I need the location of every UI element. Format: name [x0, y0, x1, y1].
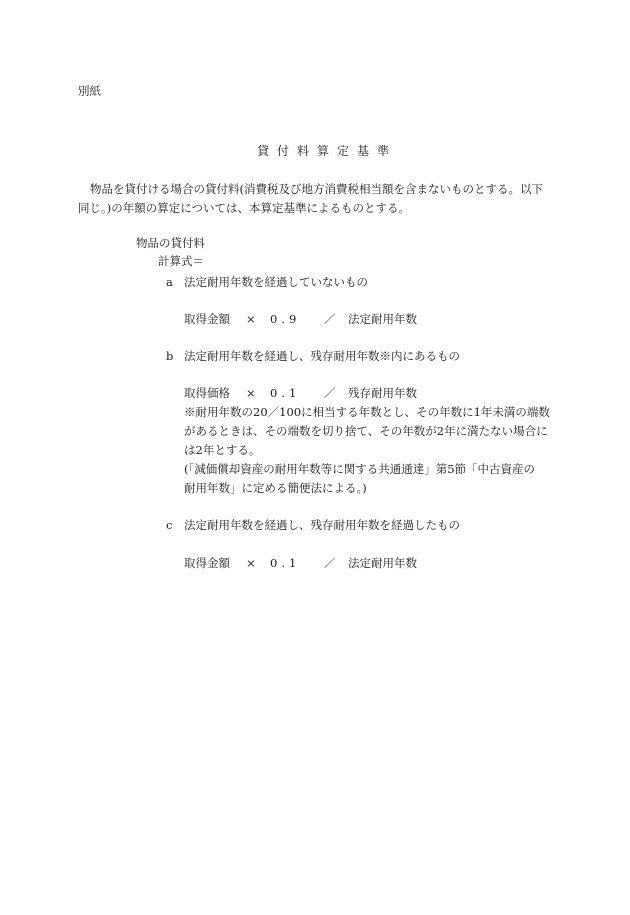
formula-multiply: × [246, 556, 256, 570]
formula-heading: 計算式＝ [158, 254, 204, 268]
formula-divide: ／ [324, 312, 336, 326]
case-b-note-line-3: は2年とする。 [184, 443, 261, 457]
formula-base: 取得金額 [184, 312, 230, 326]
case-b-formula [184, 385, 417, 401]
formula-divisor: 法定耐用年数 [348, 556, 417, 570]
formula-base: 取得価格 [184, 386, 230, 400]
case-a-marker: a [166, 275, 173, 289]
intro-line-2: 同じ。)の年額の算定については、本算定基準によるものとする。 [78, 201, 411, 215]
formula-divisor: 法定耐用年数 [348, 312, 417, 326]
formula-rate: 0.1 [270, 386, 301, 400]
case-b-marker: b [166, 349, 174, 363]
case-b-note-line-1: ※耐用年数の20／100に相当する年数とし、その年数に1年未満の端数 [184, 405, 550, 419]
formula-rate: 0.9 [270, 312, 301, 326]
formula-divide: ／ [324, 556, 336, 570]
formula-rate: 0.1 [270, 556, 301, 570]
case-c-formula [184, 555, 417, 571]
formula-divide: ／ [324, 386, 336, 400]
formula-base: 取得金額 [184, 556, 230, 570]
intro-line-1: 物品を貸付ける場合の貸付料(消費税及び地方消費税相当額を含まないものとする。以下 [90, 182, 543, 196]
case-a-formula [184, 311, 417, 327]
formula-multiply: × [246, 312, 256, 326]
case-b-note-line-4: (「減価償却資産の耐用年数等に関する共通通達」第5節「中古資産の [184, 462, 536, 476]
formula-multiply: × [246, 386, 256, 400]
formula-divisor: 残存耐用年数 [348, 386, 417, 400]
attachment-label: 別紙 [78, 84, 101, 98]
case-c-marker: c [166, 518, 173, 532]
case-a-condition: 法定耐用年数を経過していないもの [184, 275, 368, 289]
section-heading: 物品の貸付料 [136, 236, 205, 250]
document-title: 貸付料算定基準 [257, 144, 398, 158]
case-c-condition: 法定耐用年数を経過し、残存耐用年数を経過したもの [184, 518, 460, 532]
case-b-note-line-2: があるときは、その端数を切り捨て、その年数が2年に満たない場合に [184, 424, 548, 438]
case-b-note-line-5: 耐用年数」に定める簡便法による。) [184, 481, 367, 495]
case-b-condition: 法定耐用年数を経過し、残存耐用年数※内にあるもの [184, 349, 460, 363]
